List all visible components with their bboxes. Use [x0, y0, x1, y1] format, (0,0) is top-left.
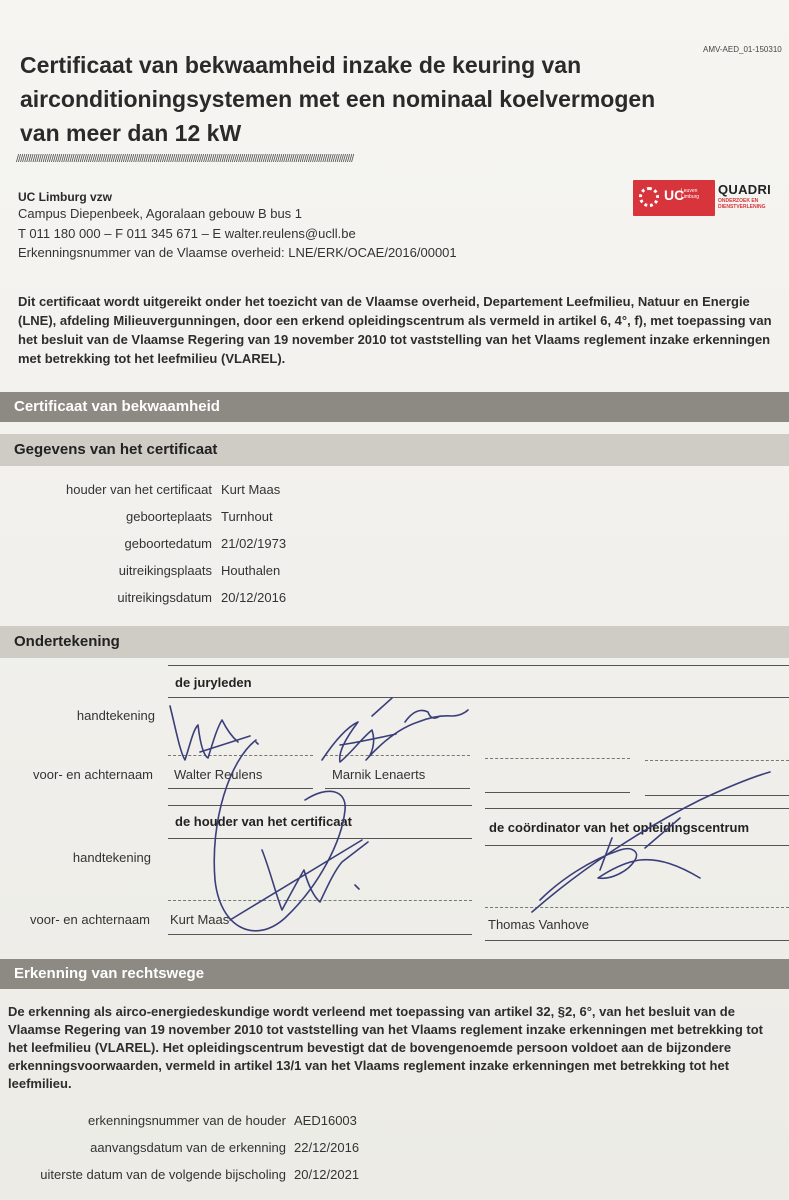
page-title: Certificaat van bekwaamheid inzake de keuring van airconditioningsystemen met een nominaal koelvermogen van meer dan 12 kW	[20, 52, 656, 146]
detail-label-birthplace: geboorteplaats	[125, 509, 212, 524]
detail-value-holder: Kurt Maas	[221, 482, 281, 497]
holder-name: Kurt Maas	[170, 912, 230, 927]
recognition-paragraph: De erkenning als airco-energiedeskundige wordt verleend met toepassing van artikel 32, §2, 6°, van het besluit van de Vlaamse Regering van 19 november 2010 tot vaststelling van het Vlaams reglement inzake erkenningen met betrekking tot het leefmilieu (VLAREL). Het opleidingscentrum bevestigt dat de bovengenoemde persoon voldoet aan de bijzondere erkenningsvoorwaarden, vermeld in artikel 13/1 van het Vlaams reglement inzake erkenningen met betrekking tot het leefmilieu.	[8, 1004, 763, 1091]
detail-label-birthdate: geboortedatum	[124, 536, 212, 551]
recognition-label-number: erkenningsnummer van de houder	[87, 1113, 286, 1128]
jury-signature-label: handtekening	[76, 708, 155, 723]
document-reference: AMV-AED_01-150310	[703, 45, 782, 54]
detail-label-issue-date: uitreikingsdatum	[117, 590, 212, 605]
jury-name-1: Walter Reulens	[174, 767, 263, 782]
coordinator-name: Thomas Vanhove	[488, 917, 589, 932]
section-recognition-header: Erkenning van rechtswege	[0, 959, 789, 989]
jury-name-2: Marnik Lenaerts	[332, 767, 426, 782]
section-details-header: Gegevens van het certificaat	[0, 434, 789, 466]
recognition-label-training-deadline: uiterste datum van de volgende bijscholing	[40, 1167, 286, 1182]
recognition-value-number: AED16003	[294, 1113, 357, 1128]
detail-value-issue-date: 20/12/2016	[221, 590, 287, 605]
detail-value-issue-place: Houthalen	[221, 563, 281, 578]
issuer-contact: T 011 180 000 – F 011 345 671 – E walter.reulens@ucll.be	[18, 226, 356, 241]
jury-name-label: voor- en achternaam	[33, 767, 153, 782]
holder-signature-label: handtekening	[72, 850, 151, 865]
logo-uc-text: UC	[664, 187, 685, 203]
detail-value-birthdate: 21/02/1973	[221, 536, 287, 551]
recognition-value-training-deadline: 20/12/2021	[294, 1167, 360, 1182]
issuer-address: Campus Diepenbeek, Agoralaan gebouw B bus 1	[18, 206, 303, 221]
section-signing-header: Ondertekening	[0, 626, 789, 658]
detail-value-birthplace: Turnhout	[221, 509, 273, 524]
section-certificate-header: Certificaat van bekwaamheid	[0, 392, 789, 422]
holder-name-label: voor- en achternaam	[30, 912, 150, 927]
issuer-recognition-number: Erkenningsnummer van de Vlaamse overheid: LNE/ERK/OCAE/2016/00001	[18, 245, 457, 260]
coordinator-header: de coördinator van het opleidingscentrum	[489, 820, 750, 835]
recognition-label-start-date: aanvangsdatum van de erkenning	[90, 1140, 286, 1155]
jury-header: de juryleden	[175, 675, 252, 690]
holder-header: de houder van het certificaat	[175, 814, 352, 829]
logo-quadri-text: QUADRI	[718, 182, 772, 197]
recognition-value-start-date: 22/12/2016	[294, 1140, 360, 1155]
signature-thomas-vanhove	[532, 772, 770, 912]
issuer-name: UC Limburg vzw	[18, 190, 113, 204]
detail-label-holder: houder van het certificaat	[66, 482, 212, 497]
title-divider: ////////////////////////////////////////////////////////////////////////////////////////////////////////////////////////////////////////////////////////////////////	[16, 153, 354, 165]
logo-quadri-subtitle: ONDERZOEK EN DIENSTVERLENING	[718, 198, 766, 210]
signature-marnik-lenaerts	[322, 698, 468, 762]
intro-paragraph: Dit certificaat wordt uitgereikt onder het toezicht van de Vlaamse overheid, Departement Leefmilieu, Natuur en Energie (LNE), afdeling Milieuvergunningen, door een erkend opleidingscentrum als vermeld in artikel 6, 4°, f), met toepassing van het besluit van de Vlaamse Regering van 19 november 2010 tot vaststelling van het Vlaams reglement inzake erkenningen met betrekking tot het leefmilieu (VLAREL).	[18, 294, 772, 366]
logo-uc-small-text: Leuven Limburg	[681, 188, 700, 200]
detail-label-issue-place: uitreikingsplaats	[118, 563, 212, 578]
signature-kurt-maas	[214, 740, 368, 931]
